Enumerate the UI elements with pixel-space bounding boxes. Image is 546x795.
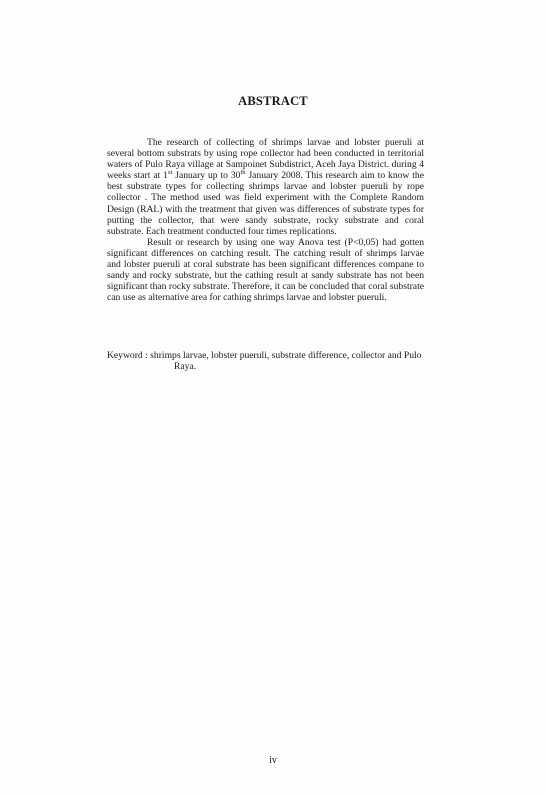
keyword-text-1: shrimps larvae, lobster pueruli, substrate difference, collector and Pulo bbox=[150, 350, 422, 361]
abstract-paragraph-2: Result or research by using one way Anova test (P<0,05) had gotten significant differences on catching result. The catching result of shrimps larvae and lobster pueruli at coral substrate has been significant differences compane to sandy and rocky substrate, but the cathing result at sandy substrate has not been significant than rocky substrate. Therefore, it can be concluded that coral substrate can use as alternative area for cathing shrimps larvae and lobster pueruli. bbox=[107, 236, 424, 304]
abstract-title: ABSTRACT bbox=[238, 94, 308, 108]
paragraph-1-text-a: The research of collecting of shrimps larvae and lobster pueruli at several bottom substrats by using rope collector had been conducted in territorial waters of Pulo Raya village at Sampoinet Subdistrict, Aceh Jaya District. during 4 weeks start at 1 bbox=[107, 137, 424, 182]
page-number: iv bbox=[269, 755, 277, 766]
keyword-line-1 bbox=[107, 350, 427, 361]
keyword-label: Keyword : bbox=[107, 350, 148, 361]
abstract-body bbox=[107, 137, 424, 303]
ordinal-suffix-st: st bbox=[167, 169, 173, 177]
ordinal-suffix-th: th bbox=[240, 169, 246, 177]
abstract-paragraph-1 bbox=[107, 137, 424, 237]
paragraph-1-text-c: January 2008. This research aim to know the best substrate types for collecting shrimps larvae and lobster pueruli by rope collector . The method used was field experiment with the Complete Random Design (RAL) with the treatment that given was differences of substrate types for putting the collector, that were sandy substrate, rocky substrate and coral substrate. Each treatment conducted four times replications. bbox=[107, 170, 424, 237]
keyword-section bbox=[107, 350, 427, 373]
keyword-text-2: Raya. bbox=[174, 361, 197, 373]
paragraph-1-text-b: January up to 30 bbox=[172, 170, 241, 182]
